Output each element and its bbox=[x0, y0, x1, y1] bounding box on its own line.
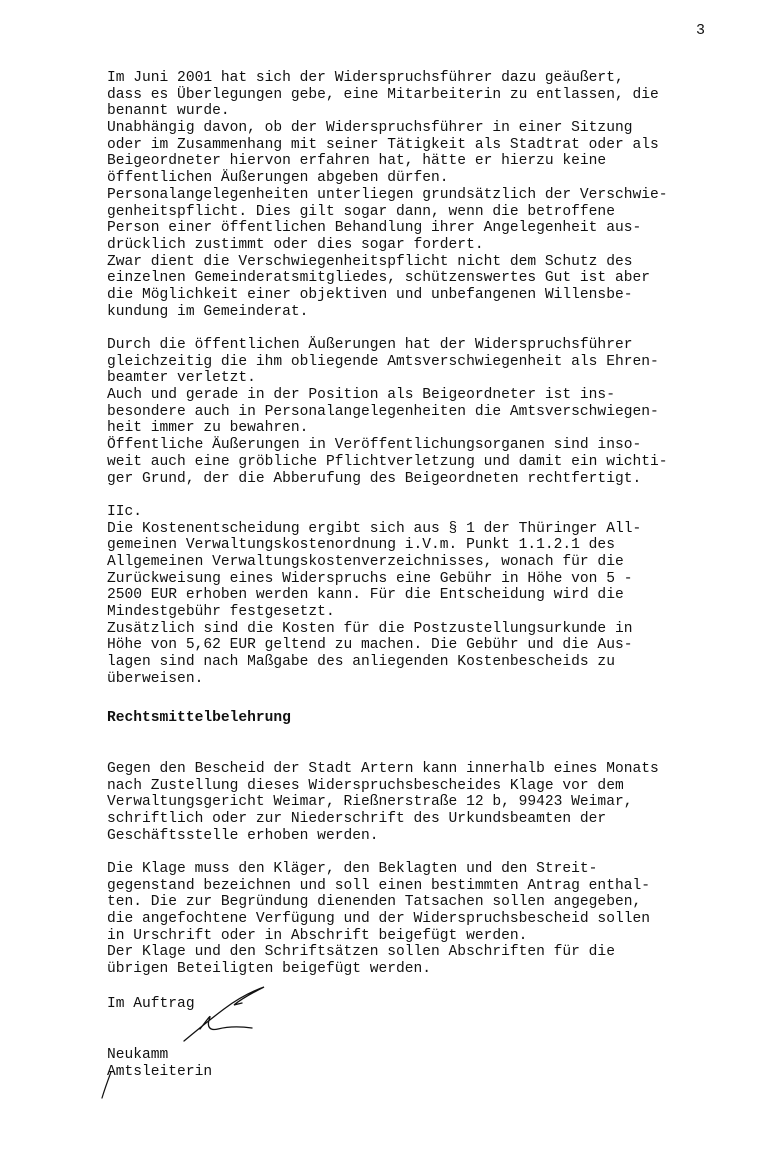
text-line: ger Grund, der die Abberufung des Beigeordneten rechtfertigt. bbox=[107, 470, 642, 487]
text-line: 2500 EUR erhoben werden kann. Für die Entscheidung wird die bbox=[107, 587, 624, 604]
text-line: Zwar dient die Verschwiegenheitspflicht nicht dem Schutz des bbox=[107, 253, 633, 270]
text-line: gemeinen Verwaltungskostenordnung i.V.m. Punkt 1.1.2.1 des bbox=[107, 537, 615, 554]
paragraph bbox=[107, 861, 747, 978]
handwritten-signature bbox=[182, 985, 277, 1047]
paragraph-spacer bbox=[107, 687, 747, 710]
letter-body bbox=[107, 70, 747, 978]
text-line: Geschäftsstelle erhoben werden. bbox=[107, 827, 379, 844]
text-line: dass es Überlegungen gebe, eine Mitarbeiterin zu entlassen, die bbox=[107, 86, 659, 103]
signatory-title: Amtsleiterin bbox=[107, 1064, 213, 1080]
text-line: weit auch eine gröbliche Pflichtverletzung und damit ein wichti- bbox=[107, 453, 668, 470]
text-line: Höhe von 5,62 EUR geltend zu machen. Die Gebühr und die Aus- bbox=[107, 637, 633, 654]
section-heading: Rechtsmittelbelehrung bbox=[107, 710, 291, 727]
text-line: nach Zustellung dieses Widerspruchsbescheides Klage vor dem bbox=[107, 777, 624, 794]
paragraph bbox=[107, 504, 747, 688]
paragraph-spacer bbox=[107, 744, 747, 761]
text-line: benannt wurde. bbox=[107, 103, 230, 120]
text-line: Personalangelegenheiten unterliegen grundsätzlich der Verschwie- bbox=[107, 186, 668, 203]
text-line: Die Kostenentscheidung ergibt sich aus § 1 der Thüringer All- bbox=[107, 520, 642, 537]
text-line: Beigeordneter hiervon erfahren hat, hätte er hierzu keine bbox=[107, 153, 607, 170]
text-line: Mindestgebühr festgesetzt. bbox=[107, 604, 335, 620]
text-line: genheitspflicht. Dies gilt sogar dann, wenn die betroffene bbox=[107, 203, 615, 220]
paragraph-spacer bbox=[107, 320, 747, 337]
text-line: lagen sind nach Maßgabe des anliegenden Kostenbescheids zu bbox=[107, 654, 615, 671]
text-line: Der Klage und den Schriftsätzen sollen Abschriften für die bbox=[107, 944, 615, 961]
paragraph bbox=[107, 761, 747, 844]
signature-stroke-mark bbox=[101, 1070, 113, 1100]
text-line: schriftlich oder zur Niederschrift des Urkundsbeamten der bbox=[107, 810, 607, 827]
text-line: Im Juni 2001 hat sich der Widerspruchsführer dazu geäußert, bbox=[107, 70, 624, 86]
text-line: Verwaltungsgericht Weimar, Rießnerstraße 12 b, 99423 Weimar, bbox=[107, 794, 633, 811]
text-line: drücklich zustimmt oder dies sogar fordert. bbox=[107, 236, 484, 253]
text-line: öffentlichen Äußerungen abgeben dürfen. bbox=[107, 170, 449, 187]
paragraph-spacer bbox=[107, 487, 747, 504]
text-line: besondere auch in Personalangelegenheiten die Amtsverschwiegen- bbox=[107, 403, 659, 420]
text-line: gegenstand bezeichnen und soll einen bestimmten Antrag enthal- bbox=[107, 877, 650, 894]
text-line: beamter verletzt. bbox=[107, 370, 256, 387]
text-line: IIc. bbox=[107, 503, 143, 520]
text-line: übrigen Beteiligten beigefügt werden. bbox=[107, 961, 432, 978]
text-line: in Urschrift oder in Abschrift beigefügt werden. bbox=[107, 927, 528, 944]
text-line: die Möglichkeit einer objektiven und unbefangenen Willensbe- bbox=[107, 286, 633, 303]
text-line: die angefochtene Verfügung und der Widerspruchsbescheid sollen bbox=[107, 911, 650, 928]
paragraph bbox=[107, 337, 747, 487]
text-line: Auch und gerade in der Position als Beigeordneter ist ins- bbox=[107, 387, 615, 404]
text-line: Zusätzlich sind die Kosten für die Postzustellungsurkunde in bbox=[107, 620, 633, 637]
text-line: heit immer zu bewahren. bbox=[107, 420, 309, 437]
text-line: kundung im Gemeinderat. bbox=[107, 303, 309, 320]
text-line: Gegen den Bescheid der Stadt Artern kann innerhalb eines Monats bbox=[107, 760, 659, 777]
signatory-name: Neukamm bbox=[107, 1047, 169, 1063]
text-line: Zurückweisung eines Widerspruchs eine Gebühr in Höhe von 5 - bbox=[107, 570, 633, 587]
page-number: 3 bbox=[696, 22, 706, 39]
paragraph bbox=[107, 70, 747, 320]
text-line: Durch die öffentlichen Äußerungen hat der Widerspruchsführer bbox=[107, 337, 633, 353]
paragraph-spacer bbox=[107, 844, 747, 861]
text-line: Allgemeinen Verwaltungskostenverzeichnisses, wonach für die bbox=[107, 553, 624, 570]
signoff-in-order: Im Auftrag bbox=[107, 996, 195, 1012]
text-line: oder im Zusammenhang mit seiner Tätigkeit als Stadtrat oder als bbox=[107, 136, 659, 153]
text-line: gleichzeitig die ihm obliegende Amtsverschwiegenheit als Ehren- bbox=[107, 353, 659, 370]
text-line: einzelnen Gemeinderatsmitgliedes, schützenswertes Gut ist aber bbox=[107, 270, 650, 287]
text-line: überweisen. bbox=[107, 670, 204, 687]
text-line: Öffentliche Äußerungen in Veröffentlichungsorganen sind inso- bbox=[107, 437, 642, 454]
text-line: Person einer öffentlichen Behandlung ihrer Angelegenheit aus- bbox=[107, 220, 642, 237]
text-line: ten. Die zur Begründung dienenden Tatsachen sollen angegeben, bbox=[107, 894, 642, 911]
text-line: Die Klage muss den Kläger, den Beklagten und den Streit- bbox=[107, 860, 598, 877]
text-line: Unabhängig davon, ob der Widerspruchsführer in einer Sitzung bbox=[107, 120, 633, 137]
signature-block bbox=[107, 996, 407, 1086]
